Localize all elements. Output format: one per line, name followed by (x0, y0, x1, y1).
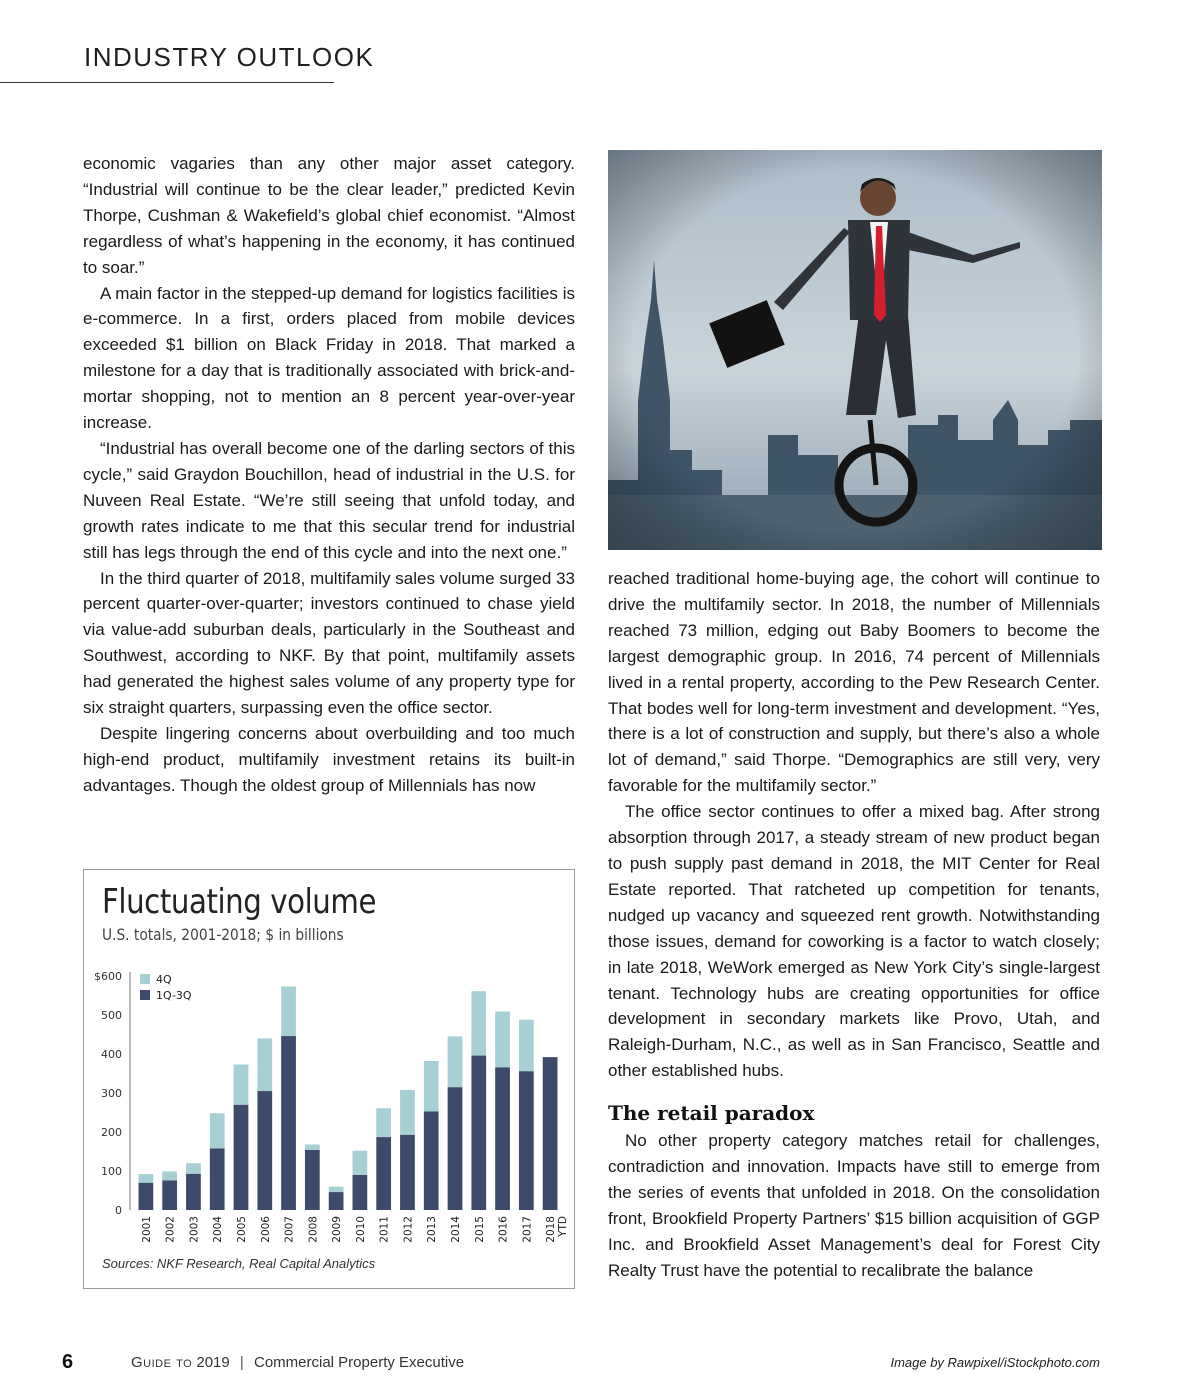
legend-label: 1Q-3Q (156, 989, 192, 1002)
x-tick-label: 2008 (307, 1216, 320, 1243)
bar-1q3q (543, 1057, 558, 1210)
bar-4q (519, 1020, 534, 1071)
paragraph: In the third quarter of 2018, multifamily sales volume surged 33 percent quarter-over-quarter; investors continued to chase yield via value-add suburban deals, particularly in the Southeast and Southwest, according to NKF. By that point, multifamily assets had generated the highest sales volume of any property type for six straight quarters, surpassing even the office sector. (83, 568, 575, 718)
bar-1q3q (495, 1067, 510, 1210)
x-tick-label: 2015 (473, 1216, 486, 1243)
x-tick-label: 2002 (164, 1216, 177, 1243)
bar-4q (471, 991, 486, 1055)
subheading: The retail paradox (608, 1101, 815, 1126)
bar-1q3q (186, 1174, 201, 1210)
x-tick-label: 2006 (259, 1216, 272, 1243)
x-tick-label: 2011 (378, 1216, 391, 1243)
bar-1q3q (448, 1087, 463, 1210)
chart-source: Sources: NKF Research, Real Capital Analytics (102, 1256, 376, 1271)
bar-1q3q (424, 1111, 439, 1210)
bar-4q (257, 1038, 272, 1091)
paragraph: Despite lingering concerns about overbuilding and too much high-end product, multifamily investment retains its built-in advantages. Though the oldest group of Millennials has now (83, 723, 575, 795)
paragraph: No other property category matches retail for challenges, contradiction and innovation. Impacts have still to emerge from the series of events that unfolded in 2018. On the consolidation front, Brookfield Property Partners’ $15 billion acquisition of GGP Inc. and Brookfield Asset Management’s deal for Forest City Realty Trust have the potential to recalibrate the balance (608, 1131, 1100, 1280)
bar-1q3q (139, 1183, 154, 1210)
bar-1q3q (257, 1091, 272, 1210)
bar-1q3q (305, 1150, 320, 1210)
x-tick-label: 2017 (521, 1216, 534, 1243)
x-tick-label: YTD (557, 1216, 570, 1237)
chart-plot (84, 966, 574, 1266)
guide-word: Guide to (131, 1354, 193, 1371)
paragraph: economic vagaries than any other major asset category. “Industrial will continue to be the clear leader,” predicted Kevin Thorpe, Cushman & Wakefield’s global chief economist. “Almost regardless of what’s happening in the economy, it has continued to soar.” (83, 154, 575, 277)
bar-1q3q (376, 1137, 391, 1210)
x-tick-label: 2003 (188, 1216, 201, 1243)
bar-4q (376, 1108, 391, 1137)
legend-swatch (140, 974, 150, 984)
y-tick-label: 500 (101, 1009, 122, 1022)
bar-4q (281, 987, 296, 1037)
bar-4q (495, 1011, 510, 1067)
y-tick-label: $600 (94, 970, 122, 983)
y-tick-label: 300 (101, 1087, 122, 1100)
bar-1q3q (329, 1192, 344, 1210)
bar-4q (400, 1090, 415, 1135)
section-label: INDUSTRY OUTLOOK (84, 42, 375, 72)
x-tick-label: 2012 (402, 1216, 415, 1243)
x-tick-label: 2016 (497, 1216, 510, 1243)
page-number: 6 (62, 1351, 74, 1373)
chart-panel (83, 869, 575, 1289)
y-tick-label: 100 (101, 1165, 122, 1178)
x-tick-label: 2013 (426, 1216, 439, 1243)
paragraph: The office sector continues to offer a mixed bag. After strong absorption through 2017, a steady stream of new product began to push supply past demand in 2018, the MIT Center for Real Estate reported. That ratcheted up competition for tenants, nudged up vacancy and squeezed rent growth. Notwithstanding those issues, demand for coworking is a factor to watch closely; in late 2018, WeWork emerged as New York City’s single-largest tenant. Technology hubs are creating opportunities for office development in secondary markets like Provo, Utah, and Raleigh-Durham, N.C., as well as in San Francisco, Seattle and other established hubs. (608, 802, 1100, 1081)
bar-1q3q (234, 1105, 249, 1210)
paragraph: reached traditional home-buying age, the cohort will continue to drive the multifamily sector. In 2018, the number of Millennials reached 73 million, edging out Baby Boomers to become the largest demographic group. In 2016, 74 percent of Millennials lived in a rental property, according to the Pew Research Center. That bodes well for long-term investment and development. “Yes, there is a lot of construction and supply, but there’s also a whole lot of demand,” said Thorpe. “Demographics are still very, very favorable for the multifamily sector.” (608, 569, 1100, 796)
y-tick-label: 0 (115, 1204, 122, 1217)
bar-1q3q (353, 1175, 368, 1210)
article-photo (608, 150, 1102, 550)
legend-label: 4Q (156, 973, 172, 986)
bar-4q (186, 1163, 201, 1174)
bar-4q (139, 1174, 154, 1183)
bar-1q3q (471, 1056, 486, 1210)
bar-1q3q (519, 1071, 534, 1210)
legend-swatch (140, 990, 150, 1000)
x-tick-label: 2004 (212, 1216, 225, 1243)
x-tick-label: 2001 (140, 1216, 153, 1243)
y-tick-label: 400 (101, 1048, 122, 1061)
chart-title: Fluctuating volume (102, 882, 377, 922)
x-tick-label: 2018 (545, 1216, 558, 1243)
bar-4q (424, 1061, 439, 1111)
bar-4q (234, 1065, 249, 1105)
x-tick-label: 2009 (331, 1216, 344, 1243)
bar-4q (305, 1144, 320, 1149)
paragraph: “Industrial has overall become one of the darling sectors of this cycle,” said Graydon Bouchillon, head of industrial in the U.S. for Nuveen Real Estate. “We’re still seeing that unfold today, and growth rates indicate to me that this secular trend for industrial still has legs through the end of this cycle and into the next one.” (83, 438, 575, 562)
bar-4q (210, 1113, 225, 1148)
y-tick-label: 200 (101, 1126, 122, 1139)
bar-1q3q (210, 1148, 225, 1210)
bar-4q (162, 1171, 177, 1180)
bar-1q3q (400, 1135, 415, 1210)
paragraph: A main factor in the stepped-up demand for logistics facilities is e-commerce. In a first, orders placed from mobile devices exceeded $1 billion on Black Friday in 2018. That marked a milestone for a day that is traditionally associated with brick-and-mortar shopping, not to mention an 8 percent year-over-year increase. (83, 283, 575, 433)
publication-name: Commercial Property Executive (254, 1354, 465, 1371)
bar-4q (353, 1151, 368, 1175)
footer-separator: | (239, 1354, 244, 1371)
bar-4q (329, 1187, 344, 1192)
x-tick-label: 2014 (450, 1216, 462, 1243)
bar-1q3q (281, 1036, 296, 1210)
publication-line (131, 1354, 464, 1371)
x-tick-label: 2005 (236, 1216, 248, 1243)
bar-1q3q (162, 1180, 177, 1210)
left-column (83, 151, 575, 799)
bar-4q (448, 1036, 463, 1087)
chart-subtitle: U.S. totals, 2001-2018; $ in billions (102, 925, 344, 944)
x-tick-label: 2007 (283, 1216, 296, 1243)
guide-year: 2019 (196, 1354, 230, 1371)
section-divider (0, 82, 334, 83)
right-column (608, 566, 1100, 1284)
x-tick-label: 2010 (354, 1216, 367, 1243)
image-credit: Image by Rawpixel/iStockphoto.com (890, 1355, 1100, 1370)
